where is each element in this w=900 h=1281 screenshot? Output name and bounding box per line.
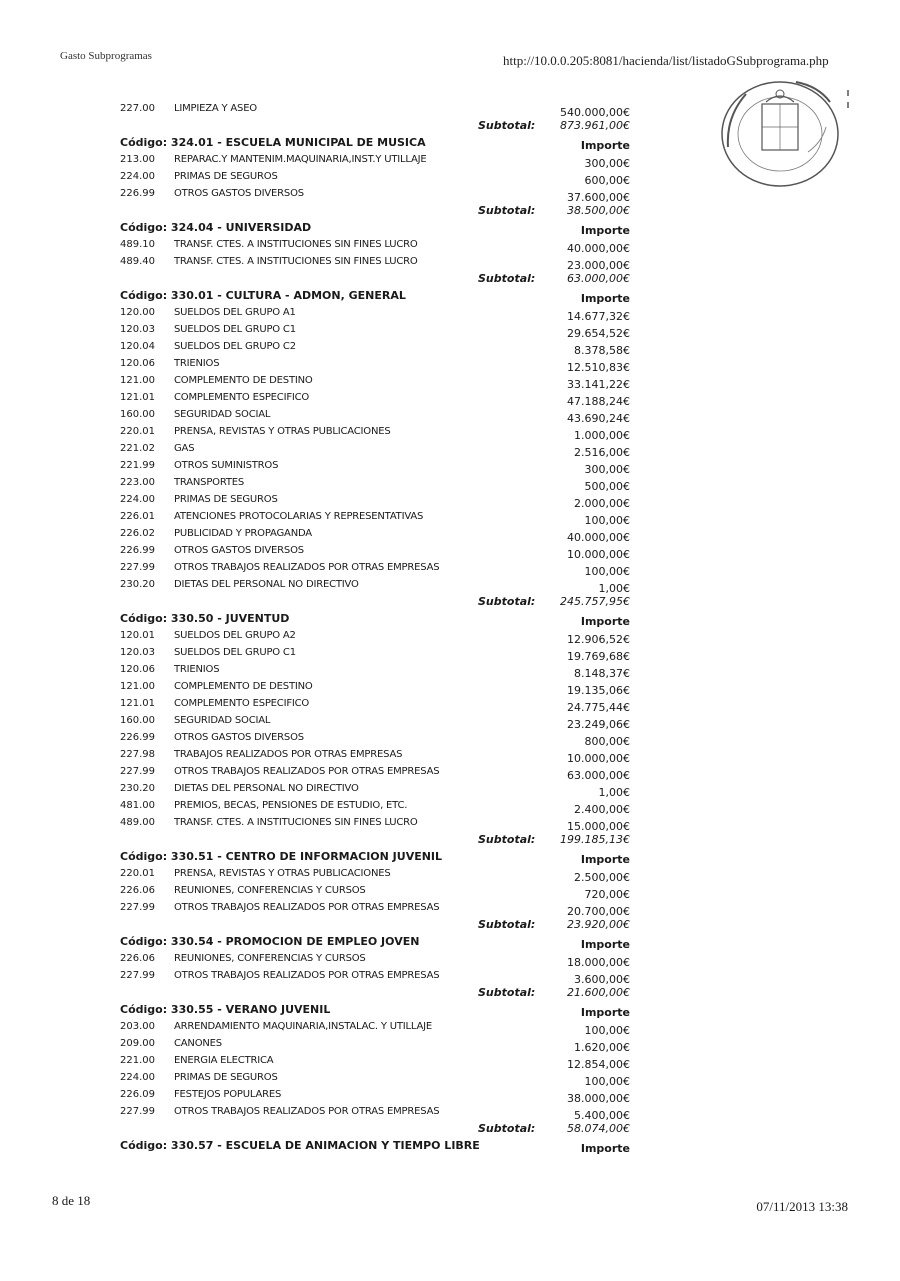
subtotal-label: Subtotal: [478, 204, 536, 217]
item-amount: 1,00€ [598, 582, 630, 595]
section-title: Código: 330.01 - CULTURA - ADMON, GENERAL [120, 289, 406, 302]
item-code: 203.00 [120, 1021, 155, 1032]
list-item [110, 100, 640, 117]
subtotal-label: Subtotal: [478, 833, 536, 846]
section-header [110, 1001, 640, 1018]
list-item [110, 491, 640, 508]
item-amount: 300,00€ [584, 463, 630, 476]
item-description: TRANSF. CTES. A INSTITUCIONES SIN FINES LUCRO [174, 256, 418, 267]
item-amount: 19.769,68€ [567, 650, 630, 663]
item-code: 121.00 [120, 375, 155, 386]
subtotal-label: Subtotal: [478, 918, 536, 931]
item-description: OTROS TRABAJOS REALIZADOS POR OTRAS EMPRESAS [174, 970, 440, 981]
list-item [110, 1035, 640, 1052]
subtotal-value: 245.757,95€ [560, 595, 630, 608]
item-amount: 10.000,00€ [567, 752, 630, 765]
item-code: 160.00 [120, 409, 155, 420]
list-item [110, 882, 640, 899]
list-item [110, 967, 640, 984]
list-item [110, 814, 640, 831]
item-code: 226.99 [120, 545, 155, 556]
item-code: 226.06 [120, 885, 155, 896]
list-item [110, 1018, 640, 1035]
list-item [110, 525, 640, 542]
item-amount: 19.135,06€ [567, 684, 630, 697]
list-item [110, 389, 640, 406]
item-code: 221.02 [120, 443, 155, 454]
item-code: 227.99 [120, 970, 155, 981]
item-amount: 15.000,00€ [567, 820, 630, 833]
item-amount: 720,00€ [584, 888, 630, 901]
list-item [110, 865, 640, 882]
budget-listing [110, 100, 640, 1154]
import-column-header: Importe [580, 292, 630, 305]
item-amount: 1.000,00€ [574, 429, 630, 442]
item-amount: 12.854,00€ [567, 1058, 630, 1071]
list-item [110, 542, 640, 559]
item-description: OTROS SUMINISTROS [174, 460, 279, 471]
subtotal-row [110, 117, 640, 134]
item-amount: 20.700,00€ [567, 905, 630, 918]
section-title: Código: 324.04 - UNIVERSIDAD [120, 221, 312, 234]
subtotal-value: 873.961,00€ [560, 119, 630, 132]
item-code: 227.99 [120, 766, 155, 777]
item-code: 121.01 [120, 698, 155, 709]
list-item [110, 950, 640, 967]
print-datetime: 07/11/2013 13:38 [756, 1199, 848, 1214]
page-header-title: Gasto Subprogramas [60, 50, 152, 62]
item-amount: 12.510,83€ [567, 361, 630, 374]
section-header [110, 848, 640, 865]
import-column-header: Importe [580, 938, 630, 951]
item-amount: 43.690,24€ [567, 412, 630, 425]
item-code: 121.01 [120, 392, 155, 403]
item-description: CANONES [174, 1038, 222, 1049]
section-header [110, 219, 640, 236]
item-amount: 23.249,06€ [567, 718, 630, 731]
item-code: 226.02 [120, 528, 155, 539]
item-description: REUNIONES, CONFERENCIAS Y CURSOS [174, 953, 366, 964]
item-code: 481.00 [120, 800, 155, 811]
item-amount: 5.400,00€ [574, 1109, 630, 1122]
item-description: TRANSF. CTES. A INSTITUCIONES SIN FINES LUCRO [174, 817, 418, 828]
item-amount: 100,00€ [584, 1024, 630, 1037]
list-item [110, 321, 640, 338]
item-code: 224.00 [120, 171, 155, 182]
list-item [110, 627, 640, 644]
item-description: GAS [174, 443, 195, 454]
item-code: 230.20 [120, 783, 155, 794]
section-header [110, 287, 640, 304]
item-description: PRENSA, REVISTAS Y OTRAS PUBLICACIONES [174, 426, 391, 437]
item-description: PREMIOS, BECAS, PENSIONES DE ESTUDIO, ETC. [174, 800, 408, 811]
item-code: 220.01 [120, 868, 155, 879]
item-description: PUBLICIDAD Y PROPAGANDA [174, 528, 312, 539]
item-description: SUELDOS DEL GRUPO A1 [174, 307, 296, 318]
item-amount: 500,00€ [584, 480, 630, 493]
item-description: SUELDOS DEL GRUPO C2 [174, 341, 296, 352]
list-item [110, 355, 640, 372]
item-code: 220.01 [120, 426, 155, 437]
item-amount: 8.148,37€ [574, 667, 630, 680]
item-amount: 1,00€ [598, 786, 630, 799]
item-amount: 540.000,00€ [560, 106, 630, 119]
subtotal-value: 199.185,13€ [560, 833, 630, 846]
section-header [110, 1137, 640, 1154]
list-item [110, 253, 640, 270]
item-description: COMPLEMENTO ESPECIFICO [174, 392, 310, 403]
item-amount: 10.000,00€ [567, 548, 630, 561]
list-item [110, 729, 640, 746]
list-item [110, 474, 640, 491]
list-item [110, 151, 640, 168]
item-code: 120.06 [120, 358, 155, 369]
item-description: OTROS GASTOS DIVERSOS [174, 188, 304, 199]
list-item [110, 1103, 640, 1120]
item-amount: 100,00€ [584, 565, 630, 578]
import-column-header: Importe [580, 1142, 630, 1155]
item-description: TRANSF. CTES. A INSTITUCIONES SIN FINES LUCRO [174, 239, 418, 250]
item-code: 224.00 [120, 494, 155, 505]
item-amount: 47.188,24€ [567, 395, 630, 408]
item-code: 226.99 [120, 188, 155, 199]
item-amount: 3.600,00€ [574, 973, 630, 986]
item-amount: 29.654,52€ [567, 327, 630, 340]
item-code: 121.00 [120, 681, 155, 692]
item-amount: 14.677,32€ [567, 310, 630, 323]
subtotal-label: Subtotal: [478, 119, 536, 132]
item-code: 226.09 [120, 1089, 155, 1100]
list-item [110, 763, 640, 780]
section-title: Código: 330.55 - VERANO JUVENIL [120, 1003, 331, 1016]
item-code: 213.00 [120, 154, 155, 165]
list-item [110, 899, 640, 916]
item-description: OTROS TRABAJOS REALIZADOS POR OTRAS EMPRESAS [174, 562, 440, 573]
item-amount: 33.141,22€ [567, 378, 630, 391]
item-code: 227.99 [120, 562, 155, 573]
item-code: 226.99 [120, 732, 155, 743]
item-amount: 63.000,00€ [567, 769, 630, 782]
subtotal-row [110, 916, 640, 933]
item-code: 489.10 [120, 239, 155, 250]
item-description: PRENSA, REVISTAS Y OTRAS PUBLICACIONES [174, 868, 391, 879]
item-description: LIMPIEZA Y ASEO [174, 103, 257, 114]
subtotal-value: 58.074,00€ [567, 1122, 630, 1135]
list-item [110, 746, 640, 763]
item-amount: 100,00€ [584, 514, 630, 527]
list-item [110, 661, 640, 678]
item-code: 230.20 [120, 579, 155, 590]
item-amount: 38.000,00€ [567, 1092, 630, 1105]
item-amount: 12.906,52€ [567, 633, 630, 646]
list-item [110, 797, 640, 814]
list-item [110, 712, 640, 729]
import-column-header: Importe [580, 615, 630, 628]
list-item [110, 457, 640, 474]
list-item [110, 1069, 640, 1086]
import-column-header: Importe [580, 853, 630, 866]
item-description: SEGURIDAD SOCIAL [174, 715, 271, 726]
item-description: OTROS GASTOS DIVERSOS [174, 545, 304, 556]
list-item [110, 406, 640, 423]
item-description: ATENCIONES PROTOCOLARIAS Y REPRESENTATIVAS [174, 511, 424, 522]
subtotal-row [110, 984, 640, 1001]
list-item [110, 678, 640, 695]
item-code: 221.00 [120, 1055, 155, 1066]
subtotal-value: 38.500,00€ [567, 204, 630, 217]
list-item [110, 1086, 640, 1103]
list-item [110, 1052, 640, 1069]
subtotal-row [110, 270, 640, 287]
list-item [110, 559, 640, 576]
list-item [110, 185, 640, 202]
subtotal-label: Subtotal: [478, 595, 536, 608]
list-item [110, 304, 640, 321]
item-description: COMPLEMENTO DE DESTINO [174, 681, 313, 692]
section-header [110, 134, 640, 151]
subtotal-row [110, 831, 640, 848]
item-amount: 24.775,44€ [567, 701, 630, 714]
item-code: 120.01 [120, 630, 155, 641]
subtotal-value: 63.000,00€ [567, 272, 630, 285]
section-title: Código: 330.50 - JUVENTUD [120, 612, 290, 625]
item-amount: 2.400,00€ [574, 803, 630, 816]
item-code: 120.03 [120, 324, 155, 335]
item-code: 120.03 [120, 647, 155, 658]
municipal-seal-icon [718, 72, 858, 192]
section-header [110, 610, 640, 627]
item-code: 226.06 [120, 953, 155, 964]
list-item [110, 236, 640, 253]
item-description: SUELDOS DEL GRUPO C1 [174, 324, 296, 335]
subtotal-label: Subtotal: [478, 272, 536, 285]
item-code: 227.99 [120, 902, 155, 913]
subtotal-value: 21.600,00€ [567, 986, 630, 999]
page-header-url: http://10.0.0.205:8081/hacienda/list/listadoGSubprograma.php [503, 53, 829, 68]
item-amount: 40.000,00€ [567, 242, 630, 255]
item-description: FESTEJOS POPULARES [174, 1089, 282, 1100]
subtotal-row [110, 593, 640, 610]
list-item [110, 440, 640, 457]
list-item [110, 338, 640, 355]
item-description: OTROS TRABAJOS REALIZADOS POR OTRAS EMPRESAS [174, 1106, 440, 1117]
item-code: 160.00 [120, 715, 155, 726]
subtotal-value: 23.920,00€ [567, 918, 630, 931]
item-description: OTROS TRABAJOS REALIZADOS POR OTRAS EMPRESAS [174, 902, 440, 913]
item-code: 120.00 [120, 307, 155, 318]
item-code: 489.00 [120, 817, 155, 828]
item-amount: 1.620,00€ [574, 1041, 630, 1054]
list-item [110, 168, 640, 185]
page-number: 8 de 18 [52, 1193, 91, 1208]
item-code: 227.00 [120, 103, 155, 114]
item-description: SUELDOS DEL GRUPO A2 [174, 630, 296, 641]
item-code: 221.99 [120, 460, 155, 471]
item-amount: 2.516,00€ [574, 446, 630, 459]
item-description: OTROS GASTOS DIVERSOS [174, 732, 304, 743]
item-description: ENERGIA ELECTRICA [174, 1055, 274, 1066]
item-amount: 18.000,00€ [567, 956, 630, 969]
item-description: PRIMAS DE SEGUROS [174, 1072, 278, 1083]
item-amount: 2.000,00€ [574, 497, 630, 510]
item-description: TRIENIOS [174, 664, 220, 675]
import-column-header: Importe [580, 224, 630, 237]
item-amount: 600,00€ [584, 174, 630, 187]
subtotal-label: Subtotal: [478, 1122, 536, 1135]
item-description: ARRENDAMIENTO MAQUINARIA,INSTALAC. Y UTILLAJE [174, 1021, 433, 1032]
item-description: OTROS TRABAJOS REALIZADOS POR OTRAS EMPRESAS [174, 766, 440, 777]
section-title: Código: 330.51 - CENTRO DE INFORMACION JUVENIL [120, 850, 443, 863]
item-code: 209.00 [120, 1038, 155, 1049]
item-amount: 2.500,00€ [574, 871, 630, 884]
item-description: REUNIONES, CONFERENCIAS Y CURSOS [174, 885, 366, 896]
item-description: DIETAS DEL PERSONAL NO DIRECTIVO [174, 579, 359, 590]
import-column-header: Importe [580, 139, 630, 152]
item-amount: 8.378,58€ [574, 344, 630, 357]
item-description: TRABAJOS REALIZADOS POR OTRAS EMPRESAS [174, 749, 403, 760]
item-amount: 23.000,00€ [567, 259, 630, 272]
list-item [110, 695, 640, 712]
item-code: 224.00 [120, 1072, 155, 1083]
item-description: DIETAS DEL PERSONAL NO DIRECTIVO [174, 783, 359, 794]
item-description: PRIMAS DE SEGUROS [174, 171, 278, 182]
item-code: 227.98 [120, 749, 155, 760]
item-code: 120.06 [120, 664, 155, 675]
item-amount: 37.600,00€ [567, 191, 630, 204]
item-description: PRIMAS DE SEGUROS [174, 494, 278, 505]
section-header [110, 933, 640, 950]
item-code: 489.40 [120, 256, 155, 267]
item-code: 227.99 [120, 1106, 155, 1117]
section-title: Código: 330.54 - PROMOCION DE EMPLEO JOVEN [120, 935, 420, 948]
item-description: COMPLEMENTO ESPECIFICO [174, 698, 310, 709]
section-title: Código: 324.01 - ESCUELA MUNICIPAL DE MUSICA [120, 136, 426, 149]
section-title: Código: 330.57 - ESCUELA DE ANIMACION Y TIEMPO LIBRE [120, 1139, 480, 1152]
item-code: 120.04 [120, 341, 155, 352]
item-amount: 300,00€ [584, 157, 630, 170]
import-column-header: Importe [580, 1006, 630, 1019]
item-description: COMPLEMENTO DE DESTINO [174, 375, 313, 386]
item-code: 226.01 [120, 511, 155, 522]
item-description: TRANSPORTES [174, 477, 245, 488]
item-description: REPARAC.Y MANTENIM.MAQUINARIA,INST.Y UTILLAJE [174, 154, 427, 165]
subtotal-row [110, 1120, 640, 1137]
item-description: SUELDOS DEL GRUPO C1 [174, 647, 296, 658]
item-amount: 100,00€ [584, 1075, 630, 1088]
list-item [110, 644, 640, 661]
item-amount: 40.000,00€ [567, 531, 630, 544]
item-code: 223.00 [120, 477, 155, 488]
list-item [110, 423, 640, 440]
item-description: SEGURIDAD SOCIAL [174, 409, 271, 420]
subtotal-row [110, 202, 640, 219]
list-item [110, 372, 640, 389]
item-description: TRIENIOS [174, 358, 220, 369]
subtotal-label: Subtotal: [478, 986, 536, 999]
item-amount: 800,00€ [584, 735, 630, 748]
list-item [110, 508, 640, 525]
list-item [110, 780, 640, 797]
list-item [110, 576, 640, 593]
